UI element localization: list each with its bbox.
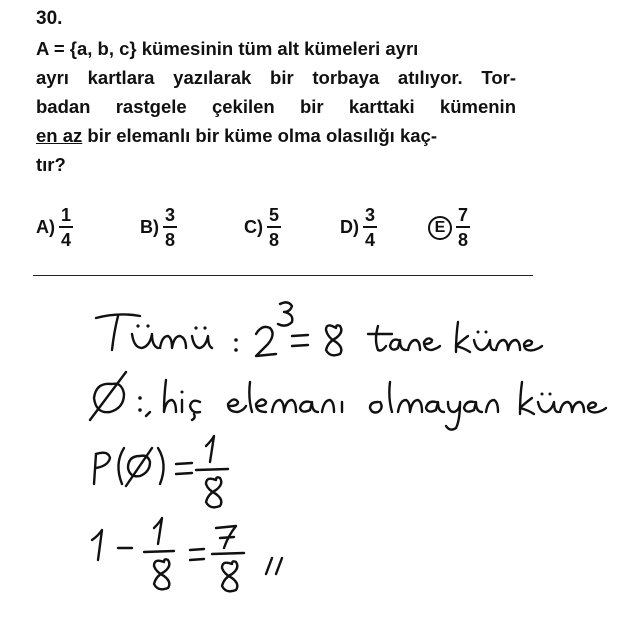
question-line-1: A = {a, b, c} kümesinin tüm alt kümeleri ayrı	[36, 38, 419, 59]
option-d-label: D)	[340, 217, 359, 237]
option-e-denominator: 8	[458, 230, 469, 250]
question-line-3: badan rastgele çekilen bir karttaki kümenin	[36, 96, 516, 117]
question-line-4-rest: bir elemanlı bir küme olma olasılığı kaç-	[87, 125, 437, 146]
option-e-circled-label: E	[428, 216, 452, 240]
handwritten-line-1	[96, 302, 542, 356]
underlined-phrase: en az	[36, 125, 83, 146]
handwritten-line-4	[92, 518, 282, 591]
option-d-denominator: 4	[365, 230, 376, 250]
question-line-2: ayrı kartlara yazılarak bir torbaya atılıyor. Tor-	[36, 67, 516, 88]
option-d-numerator: 3	[363, 206, 377, 228]
handwritten-line-2	[90, 372, 606, 430]
option-e-numerator: 7	[456, 206, 470, 228]
question-line-5: tır?	[36, 154, 66, 175]
option-a-denominator: 4	[61, 230, 72, 250]
option-a-numerator: 1	[59, 206, 73, 228]
option-b-numerator: 3	[163, 206, 177, 228]
handwritten-line-3	[94, 436, 228, 507]
option-b-denominator: 8	[165, 230, 176, 250]
option-c-label: C)	[244, 217, 263, 237]
option-c-denominator: 8	[269, 230, 280, 250]
option-b-label: B)	[140, 217, 159, 237]
option-a-label: A)	[36, 217, 55, 237]
option-c-numerator: 5	[267, 206, 281, 228]
question-number: 30.	[36, 8, 63, 29]
